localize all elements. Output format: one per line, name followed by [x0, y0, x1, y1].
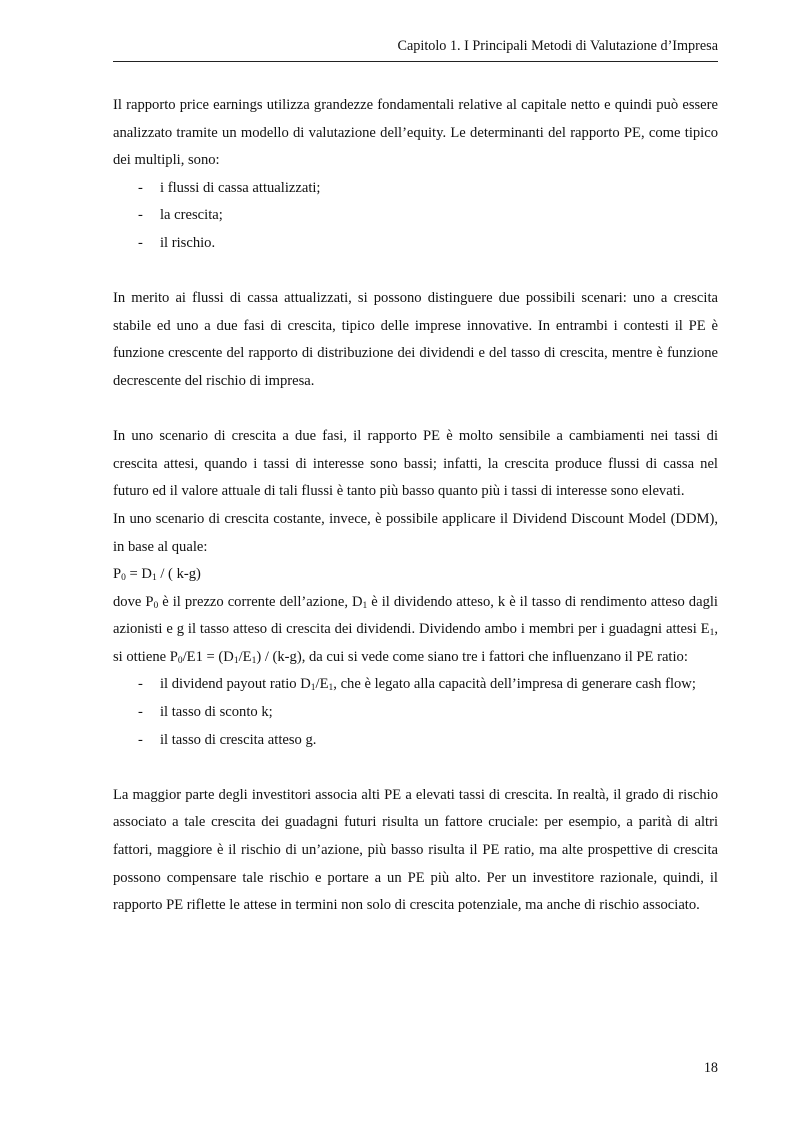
list-item	[113, 727, 718, 755]
list-dash: -	[138, 704, 143, 721]
list-item-text: il tasso di sconto k;	[160, 704, 273, 721]
paragraph-formula-explanation: dove $P_0$ è il prezzo corrente dell’azione, $D_1$ è il dividendo atteso, k è il tasso di rendimento atteso dagli azionisti e g il tasso atteso di crescita dei dividendi. Dividendo ambo i membri per i guadagni attesi $E_1$, si ottiene $P_0/E1 = (D_1/E_1) / (k-g)$, da cui si vede come siano tre i fattori che influenzano il PE ratio:	[113, 593, 718, 666]
ddm-formula: $P_0 = D_1$ / ( k-g)	[113, 566, 201, 584]
paragraph-risk: La maggior parte degli investitori associa alti PE a elevati tassi di crescita. In realtà, il grado di rischio associato a tale crescita dei guadagni futuri risulta un fattore cruciale: per esempio, a parità di altri fattori, maggiore è il rischio di un’azione, più basso risulta il PE ratio, ma alte prospettive di crescita possono compensare tale rischio e portare a un PE più alto. Per un investitore razionale, quindi, il rapporto PE riflette le attese in termini non solo di crescita potenziale, ma anche di rischio associato.	[113, 786, 718, 914]
paragraph-ddm-intro: In uno scenario di crescita costante, invece, è possibile applicare il Dividend Discount Model (DDM), in base al quale:	[113, 510, 718, 555]
list-dash: -	[138, 676, 143, 693]
list-item	[113, 175, 718, 203]
page-body	[113, 92, 718, 920]
paragraph-spacer	[113, 754, 718, 782]
list-item	[113, 202, 718, 230]
list-item-text: il dividend payout ratio $D_1/E_1$, che è legato alla capacità dell’impresa di generare cash flow;	[160, 676, 696, 694]
running-header: Capitolo 1. I Principali Metodi di Valutazione d’Impresa	[397, 38, 718, 54]
list-item	[113, 671, 718, 699]
list-item-text: i flussi di cassa attualizzati;	[160, 179, 321, 196]
page-number: 18	[703, 1060, 718, 1076]
list-dash: -	[138, 234, 143, 251]
pe-factors-list	[113, 671, 718, 754]
paragraph-two-phase: In uno scenario di crescita a due fasi, il rapporto PE è molto sensibile a cambiamenti nei tassi di crescita attesi, quando i tassi di interesse sono bassi; infatti, la crescita produce flussi di cassa nel futuro ed il valore attuale di tali flussi è tanto più basso quanto più i tassi di interesse sono elevati.	[113, 428, 718, 500]
list-item-text: il tasso di crescita atteso g.	[160, 731, 317, 748]
list-dash: -	[138, 179, 143, 196]
list-item	[113, 699, 718, 727]
paragraph-spacer	[113, 258, 718, 286]
paragraph-cash-flows: In merito ai flussi di cassa attualizzati, si possono distinguere due possibili scenari: uno a crescita stabile ed uno a due fasi di crescita, tipico delle imprese innovative. In entrambi i contesti il PE è funzione crescente del rapporto di distribuzione dei dividendi e del tasso di crescita, mentre è funzione decrescente del rischio di impresa.	[113, 290, 718, 389]
paragraph-pe-intro: Il rapporto price earnings utilizza grandezze fondamentali relative al capitale netto e quindi può essere analizzato tramite un modello di valutazione dell’equity. Le determinanti del rapporto PE, come tipico dei multipli, sono:	[113, 97, 718, 169]
header-divider	[113, 61, 718, 62]
list-item-text: la crescita;	[160, 207, 223, 224]
list-dash: -	[138, 207, 143, 224]
list-dash: -	[138, 731, 143, 748]
list-item-text: il rischio.	[160, 234, 216, 251]
paragraph-spacer	[113, 396, 718, 424]
list-item	[113, 230, 718, 258]
determinants-list	[113, 175, 718, 258]
